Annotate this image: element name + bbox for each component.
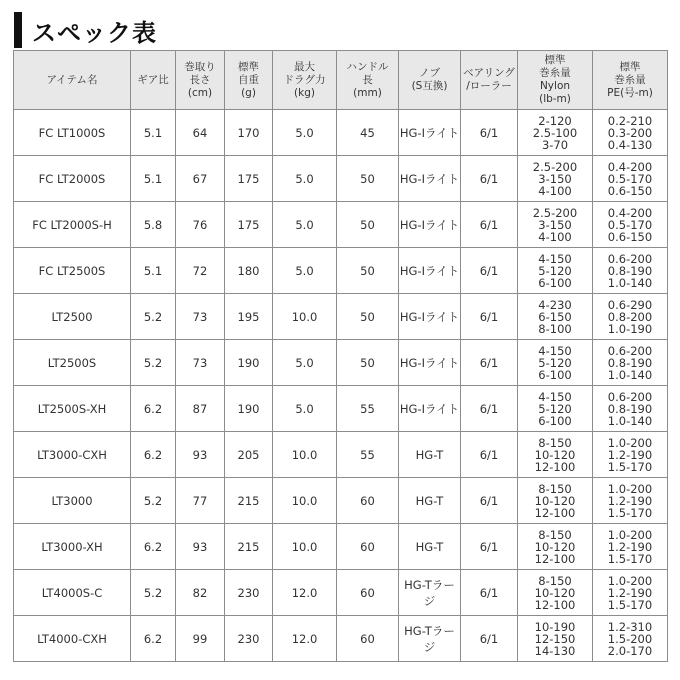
capacity-line: 4-100 [538, 183, 572, 198]
capacity-line: 5-120 [538, 401, 572, 416]
bearing-cell: 6/1 [461, 294, 518, 340]
capacity-line: 1.5-170 [607, 459, 653, 474]
header-line: ドラグ力 [283, 73, 326, 86]
nylon-capacity-cell [518, 616, 593, 662]
capacity-line: 5-120 [538, 263, 572, 278]
capacity-line: 0.4-200 [607, 205, 653, 220]
knob-cell: HG-Iライト [399, 202, 461, 248]
weight-cell: 205 [225, 432, 273, 478]
capacity-line: 12-100 [534, 551, 576, 566]
bearing-cell: 6/1 [461, 202, 518, 248]
pe-capacity-cell [593, 294, 668, 340]
bearing-cell: 6/1 [461, 248, 518, 294]
bearing-cell: 6/1 [461, 432, 518, 478]
spec-table-body [14, 110, 668, 662]
gear-ratio-cell: 5.1 [131, 110, 176, 156]
capacity-line: 2.0-170 [607, 643, 653, 658]
retrieve-length-cell: 99 [176, 616, 225, 662]
header-line: アイテム名 [46, 73, 98, 86]
capacity-line: 1.5-170 [607, 551, 653, 566]
handle-length-cell: 55 [337, 432, 399, 478]
header-item-name [14, 51, 131, 110]
capacity-line: 6-100 [538, 413, 572, 428]
gear-ratio-cell: 6.2 [131, 524, 176, 570]
item-name-cell: LT4000S-C [14, 570, 131, 616]
item-name-cell: FC LT1000S [14, 110, 131, 156]
retrieve-length-cell: 73 [176, 294, 225, 340]
capacity-line: 10-120 [534, 585, 576, 600]
title-accent-bar [14, 12, 22, 48]
nylon-capacity-cell [518, 156, 593, 202]
capacity-line: 1.5-200 [607, 631, 653, 646]
header-line: 巻糸量 [614, 73, 646, 86]
table-row [14, 570, 668, 616]
table-row [14, 524, 668, 570]
retrieve-length-cell: 67 [176, 156, 225, 202]
drag-cell: 10.0 [273, 478, 337, 524]
capacity-line: 0.8-190 [607, 401, 653, 416]
capacity-line: 4-230 [538, 297, 572, 312]
pe-capacity-cell [593, 478, 668, 524]
table-row [14, 294, 668, 340]
capacity-line: 1.2-190 [607, 585, 653, 600]
capacity-line: 12-150 [534, 631, 576, 646]
header-retrieve-length [176, 51, 225, 110]
capacity-line: 0.3-200 [607, 125, 653, 140]
capacity-line: 10-120 [534, 493, 576, 508]
header-line: 最大 [294, 60, 315, 73]
capacity-line: 1.0-200 [607, 527, 653, 542]
capacity-line: 0.6-200 [607, 389, 653, 404]
capacity-line: 0.4-130 [607, 137, 653, 152]
header-line: PE(号-m) [607, 86, 653, 99]
item-name-cell: LT3000 [14, 478, 131, 524]
pe-capacity-cell [593, 432, 668, 478]
table-row [14, 156, 668, 202]
capacity-line: 0.6-150 [607, 229, 653, 244]
capacity-line: 4-150 [538, 343, 572, 358]
header-line: Nylon [539, 80, 571, 92]
page-title-block [14, 12, 157, 48]
capacity-line: 1.0-140 [607, 367, 653, 382]
item-name-cell: LT2500S [14, 340, 131, 386]
item-name-cell: FC LT2000S-H [14, 202, 131, 248]
table-row [14, 248, 668, 294]
capacity-line: 0.2-210 [607, 113, 653, 128]
capacity-line: 1.2-310 [607, 619, 653, 634]
weight-cell: 230 [225, 570, 273, 616]
handle-length-cell: 60 [337, 478, 399, 524]
capacity-line: 8-150 [538, 435, 572, 450]
capacity-line: 12-100 [534, 505, 576, 520]
header-line: (cm) [187, 86, 213, 99]
gear-ratio-cell: 6.2 [131, 616, 176, 662]
knob-cell: HG-Iライト [399, 156, 461, 202]
header-line: (kg) [294, 86, 315, 99]
capacity-line: 0.5-170 [607, 217, 653, 232]
handle-length-cell: 45 [337, 110, 399, 156]
knob-cell: HG-Tラージ [399, 616, 461, 662]
capacity-line: 4-100 [538, 229, 572, 244]
item-name-cell: FC LT2000S [14, 156, 131, 202]
capacity-line: 3-150 [538, 217, 572, 232]
bearing-cell: 6/1 [461, 524, 518, 570]
nylon-capacity-cell [518, 478, 593, 524]
nylon-capacity-cell [518, 524, 593, 570]
capacity-line: 0.4-200 [607, 159, 653, 174]
pe-capacity-cell [593, 156, 668, 202]
capacity-line: 1.2-190 [607, 539, 653, 554]
capacity-line: 12-100 [534, 597, 576, 612]
capacity-line: 10-120 [534, 539, 576, 554]
capacity-line: 3-150 [538, 171, 572, 186]
capacity-line: 1.5-170 [607, 505, 653, 520]
capacity-line: 1.0-200 [607, 573, 653, 588]
capacity-line: 1.0-200 [607, 435, 653, 450]
capacity-line: 2.5-100 [532, 125, 578, 140]
weight-cell: 195 [225, 294, 273, 340]
capacity-line: 1.2-190 [607, 447, 653, 462]
header-knob [399, 51, 461, 110]
handle-length-cell: 50 [337, 340, 399, 386]
capacity-line: 0.6-200 [607, 251, 653, 266]
handle-length-cell: 50 [337, 202, 399, 248]
knob-cell: HG-T [399, 478, 461, 524]
handle-length-cell: 55 [337, 386, 399, 432]
drag-cell: 5.0 [273, 202, 337, 248]
weight-cell: 230 [225, 616, 273, 662]
retrieve-length-cell: 72 [176, 248, 225, 294]
capacity-line: 6-150 [538, 309, 572, 324]
weight-cell: 215 [225, 478, 273, 524]
weight-cell: 215 [225, 524, 273, 570]
pe-capacity-cell [593, 616, 668, 662]
table-row [14, 386, 668, 432]
capacity-line: 6-100 [538, 275, 572, 290]
retrieve-length-cell: 64 [176, 110, 225, 156]
capacity-line: 14-130 [534, 643, 576, 658]
header-standard-weight [225, 51, 273, 110]
retrieve-length-cell: 82 [176, 570, 225, 616]
bearing-cell: 6/1 [461, 386, 518, 432]
capacity-line: 8-150 [538, 573, 572, 588]
header-line: ギア比 [137, 73, 169, 86]
retrieve-length-cell: 87 [176, 386, 225, 432]
nylon-capacity-cell [518, 294, 593, 340]
capacity-line: 3-70 [541, 137, 569, 152]
pe-capacity-cell [593, 524, 668, 570]
capacity-line: 0.6-150 [607, 183, 653, 198]
drag-cell: 5.0 [273, 386, 337, 432]
gear-ratio-cell: 5.2 [131, 294, 176, 340]
header-line: 標準 [238, 60, 259, 73]
gear-ratio-cell: 5.1 [131, 248, 176, 294]
drag-cell: 12.0 [273, 616, 337, 662]
knob-cell: HG-Iライト [399, 248, 461, 294]
header-line: (lb-m) [539, 93, 571, 105]
gear-ratio-cell: 5.2 [131, 570, 176, 616]
knob-cell: HG-Tラージ [399, 570, 461, 616]
pe-capacity-cell [593, 248, 668, 294]
pe-capacity-cell [593, 386, 668, 432]
capacity-line: 4-150 [538, 251, 572, 266]
handle-length-cell: 50 [337, 156, 399, 202]
knob-cell: HG-Iライト [399, 110, 461, 156]
table-row [14, 478, 668, 524]
retrieve-length-cell: 93 [176, 524, 225, 570]
retrieve-length-cell: 76 [176, 202, 225, 248]
retrieve-length-cell: 73 [176, 340, 225, 386]
table-row [14, 202, 668, 248]
handle-length-cell: 60 [337, 570, 399, 616]
header-bearing [461, 51, 518, 110]
capacity-line: 0.6-290 [607, 297, 653, 312]
nylon-capacity-cell [518, 110, 593, 156]
drag-cell: 10.0 [273, 294, 337, 340]
table-row [14, 340, 668, 386]
capacity-line: 6-100 [538, 367, 572, 382]
drag-cell: 12.0 [273, 570, 337, 616]
nylon-capacity-cell [518, 570, 593, 616]
capacity-line: 8-150 [538, 481, 572, 496]
bearing-cell: 6/1 [461, 616, 518, 662]
bearing-cell: 6/1 [461, 570, 518, 616]
table-row [14, 110, 668, 156]
item-name-cell: LT3000-CXH [14, 432, 131, 478]
capacity-line: 0.5-170 [607, 171, 653, 186]
capacity-line: 8-150 [538, 527, 572, 542]
gear-ratio-cell: 5.1 [131, 156, 176, 202]
capacity-line: 8-100 [538, 321, 572, 336]
retrieve-length-cell: 93 [176, 432, 225, 478]
header-line: (S互換) [411, 80, 448, 92]
capacity-line: 1.0-140 [607, 275, 653, 290]
capacity-line: 12-100 [534, 459, 576, 474]
item-name-cell: LT3000-XH [14, 524, 131, 570]
header-line: 巻糸量 [539, 67, 571, 79]
pe-capacity-cell [593, 340, 668, 386]
knob-cell: HG-Iライト [399, 340, 461, 386]
header-line: /ローラー [466, 80, 512, 92]
header-line: 長さ [189, 73, 211, 86]
capacity-line: 4-150 [538, 389, 572, 404]
capacity-line: 10-120 [534, 447, 576, 462]
weight-cell: 180 [225, 248, 273, 294]
header-line: 標準 [619, 60, 641, 73]
weight-cell: 175 [225, 156, 273, 202]
nylon-capacity-cell [518, 432, 593, 478]
gear-ratio-cell: 6.2 [131, 432, 176, 478]
header-line: 標準 [544, 54, 566, 66]
capacity-line: 5-120 [538, 355, 572, 370]
header-line: ハンドル [346, 60, 389, 73]
bearing-cell: 6/1 [461, 340, 518, 386]
bearing-cell: 6/1 [461, 110, 518, 156]
knob-cell: HG-Iライト [399, 386, 461, 432]
item-name-cell: LT4000-CXH [14, 616, 131, 662]
gear-ratio-cell: 6.2 [131, 386, 176, 432]
nylon-capacity-cell [518, 340, 593, 386]
capacity-line: 0.8-200 [607, 309, 653, 324]
pe-capacity-cell [593, 202, 668, 248]
header-line: (mm) [353, 86, 382, 99]
header-handle-length [337, 51, 399, 110]
item-name-cell: LT2500S-XH [14, 386, 131, 432]
header-row [14, 51, 668, 110]
bearing-cell: 6/1 [461, 156, 518, 202]
knob-cell: HG-T [399, 432, 461, 478]
nylon-capacity-cell [518, 202, 593, 248]
drag-cell: 10.0 [273, 524, 337, 570]
drag-cell: 5.0 [273, 248, 337, 294]
capacity-line: 0.8-190 [607, 263, 653, 278]
handle-length-cell: 50 [337, 248, 399, 294]
weight-cell: 190 [225, 386, 273, 432]
gear-ratio-cell: 5.2 [131, 478, 176, 524]
handle-length-cell: 60 [337, 616, 399, 662]
header-gear-ratio [131, 51, 176, 110]
nylon-capacity-cell [518, 248, 593, 294]
weight-cell: 175 [225, 202, 273, 248]
capacity-line: 2.5-200 [532, 205, 578, 220]
weight-cell: 190 [225, 340, 273, 386]
retrieve-length-cell: 77 [176, 478, 225, 524]
capacity-line: 1.0-190 [607, 321, 653, 336]
drag-cell: 5.0 [273, 156, 337, 202]
gear-ratio-cell: 5.2 [131, 340, 176, 386]
header-pe-capacity [593, 51, 668, 110]
header-line: ベアリング [463, 67, 515, 79]
drag-cell: 5.0 [273, 110, 337, 156]
table-row [14, 432, 668, 478]
capacity-line: 1.0-200 [607, 481, 653, 496]
drag-cell: 5.0 [273, 340, 337, 386]
gear-ratio-cell: 5.8 [131, 202, 176, 248]
header-line: 長 [362, 73, 373, 86]
weight-cell: 170 [225, 110, 273, 156]
handle-length-cell: 60 [337, 524, 399, 570]
capacity-line: 0.6-200 [607, 343, 653, 358]
capacity-line: 0.8-190 [607, 355, 653, 370]
pe-capacity-cell [593, 110, 668, 156]
capacity-line: 1.5-170 [607, 597, 653, 612]
knob-cell: HG-Iライト [399, 294, 461, 340]
item-name-cell: LT2500 [14, 294, 131, 340]
drag-cell: 10.0 [273, 432, 337, 478]
header-line: (g) [241, 86, 256, 99]
header-nylon-capacity [518, 51, 593, 110]
item-name-cell: FC LT2500S [14, 248, 131, 294]
capacity-line: 2-120 [538, 113, 572, 128]
table-row [14, 616, 668, 662]
capacity-line: 2.5-200 [532, 159, 578, 174]
spec-table [13, 50, 668, 662]
capacity-line: 10-190 [534, 619, 576, 634]
capacity-line: 1.0-140 [607, 413, 653, 428]
capacity-line: 1.2-190 [607, 493, 653, 508]
page-title: スペック表 [32, 18, 157, 47]
handle-length-cell: 50 [337, 294, 399, 340]
bearing-cell: 6/1 [461, 478, 518, 524]
pe-capacity-cell [593, 570, 668, 616]
knob-cell: HG-T [399, 524, 461, 570]
nylon-capacity-cell [518, 386, 593, 432]
header-line: 巻取り [184, 60, 216, 73]
header-line: 自重 [238, 73, 259, 86]
header-line: ノブ [419, 67, 440, 79]
header-max-drag [273, 51, 337, 110]
